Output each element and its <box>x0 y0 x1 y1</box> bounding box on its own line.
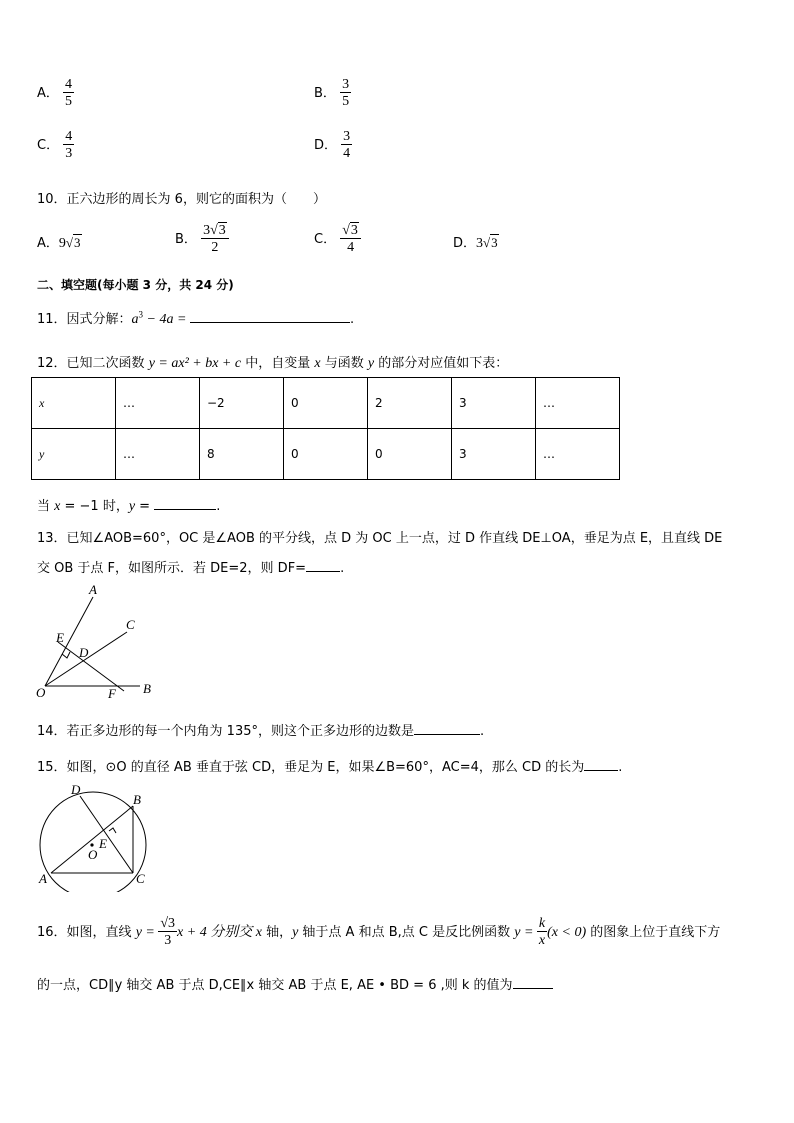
q10-option-d: D．3√3 <box>453 235 498 251</box>
label-d: D <box>79 645 89 660</box>
table-row <box>32 378 620 429</box>
line-de <box>58 642 124 691</box>
label-o: O <box>36 685 46 700</box>
table-cell: … <box>536 429 620 480</box>
q13-line2: 交 OB 于点 F，如图所示．若 DE=2，则 DF= . <box>37 561 345 576</box>
table-cell: 8 <box>200 429 284 480</box>
label-c: C <box>136 871 145 886</box>
sqrt: √3 <box>65 235 81 250</box>
table-cell: 3 <box>452 429 536 480</box>
answer-blank <box>190 322 350 323</box>
fraction: $\frac{3}{4}$ <box>343 129 351 161</box>
fraction: $\frac{√3}{3}$ <box>160 916 176 948</box>
label-a: A <box>39 871 47 886</box>
option-label: B． <box>314 86 336 101</box>
q9-option-a <box>37 78 74 109</box>
diameter-ab <box>51 806 133 873</box>
q10-option-a: A．9√3 <box>37 235 81 251</box>
q16-line1: 16．如图，直线 y = $\frac{√3}{3}$ x + 4 分别交 x 轴，y 轴于点 A 和点 B,点 C 是反比例函数 y = $\frac{k}{x}$ (x < 0) 的图象上位于直线下方 <box>37 916 721 948</box>
answer-blank <box>584 770 618 771</box>
ray-oa <box>45 597 93 686</box>
q9-option-d <box>314 130 352 161</box>
fraction: $\frac{√3}{4}$ <box>340 224 361 255</box>
label-e: E <box>99 836 107 851</box>
fraction: $\frac{3√3}{2}$ <box>201 224 229 255</box>
label-e: E <box>56 630 64 645</box>
q16-line2: 的一点，CD∥y 轴交 AB 于点 D,CE∥x 轴交 AB 于点 E, AE • BD = 6 ,则 k 的值为 <box>37 974 553 993</box>
q9-option-c <box>37 130 74 161</box>
table-cell: x <box>32 378 116 429</box>
label-f: F <box>108 686 116 701</box>
q11: 11．因式分解：$a^3 - 4a$ = . <box>37 309 355 327</box>
option-label: C． <box>37 138 60 153</box>
q13-line1: 13．已知∠AOB=60°，OC 是∠AOB 的平分线，点 D 为 OC 上一点，过 D 作直线 DE⊥OA，垂足为点 E，且直线 DE <box>37 531 723 546</box>
label-d: D <box>71 782 81 797</box>
label-b: B <box>133 792 141 807</box>
table-cell: 0 <box>284 378 368 429</box>
fraction: $\frac{4}{3}$ <box>65 129 73 161</box>
fraction: $\frac{3}{5}$ <box>342 77 350 109</box>
section-title: 二、填空题(每小题 3 分，共 24 分) <box>37 278 234 292</box>
q10-text: 10．正六边形的周长为 6，则它的面积为（ ） <box>37 192 326 207</box>
value-table <box>31 377 620 480</box>
q9-option-b <box>314 78 351 109</box>
table-cell: 2 <box>368 378 452 429</box>
answer-blank <box>154 509 216 510</box>
circle-o <box>40 792 146 892</box>
table-cell: … <box>536 378 620 429</box>
q12-text: 12．已知二次函数 y = ax² + bx + c 中，自变量 x 与函数 y 的部分对应值如下表： <box>37 356 509 371</box>
q13-figure <box>30 580 160 702</box>
answer-blank <box>414 734 480 735</box>
q14: 14．若正多边形的每一个内角为 135°，则这个正多边形的边数是 . <box>37 724 485 739</box>
table-cell: −2 <box>200 378 284 429</box>
option-label: D． <box>314 138 338 153</box>
table-cell: y <box>32 429 116 480</box>
label-c: C <box>126 617 135 632</box>
table-cell: 0 <box>284 429 368 480</box>
right-angle-mark <box>109 828 116 833</box>
table-row <box>32 429 620 480</box>
q15-figure <box>34 780 152 892</box>
table-cell: 0 <box>368 429 452 480</box>
q15: 15．如图，⊙O 的直径 AB 垂直于弦 CD，垂足为 E，如果∠B=60°，AC=4，那么 CD 的长为 . <box>37 760 623 775</box>
q10-option-c: C． $\frac{√3}{4}$ <box>314 224 361 255</box>
q10-option-b: B． $\frac{3√3}{2}$ <box>175 224 229 255</box>
table-cell: … <box>116 378 200 429</box>
answer-blank <box>513 988 553 989</box>
fraction: $\frac{4}{5}$ <box>65 77 73 109</box>
fraction: $\frac{k}{x}$ <box>538 916 546 948</box>
label-a: A <box>89 582 97 597</box>
option-label: A． <box>37 86 59 101</box>
table-cell: … <box>116 429 200 480</box>
answer-blank <box>306 571 340 572</box>
table-cell: 3 <box>452 378 536 429</box>
label-o: O <box>88 847 98 862</box>
label-b: B <box>143 681 151 696</box>
q12-answer: 当 x = −1 时，y = . <box>37 499 221 514</box>
